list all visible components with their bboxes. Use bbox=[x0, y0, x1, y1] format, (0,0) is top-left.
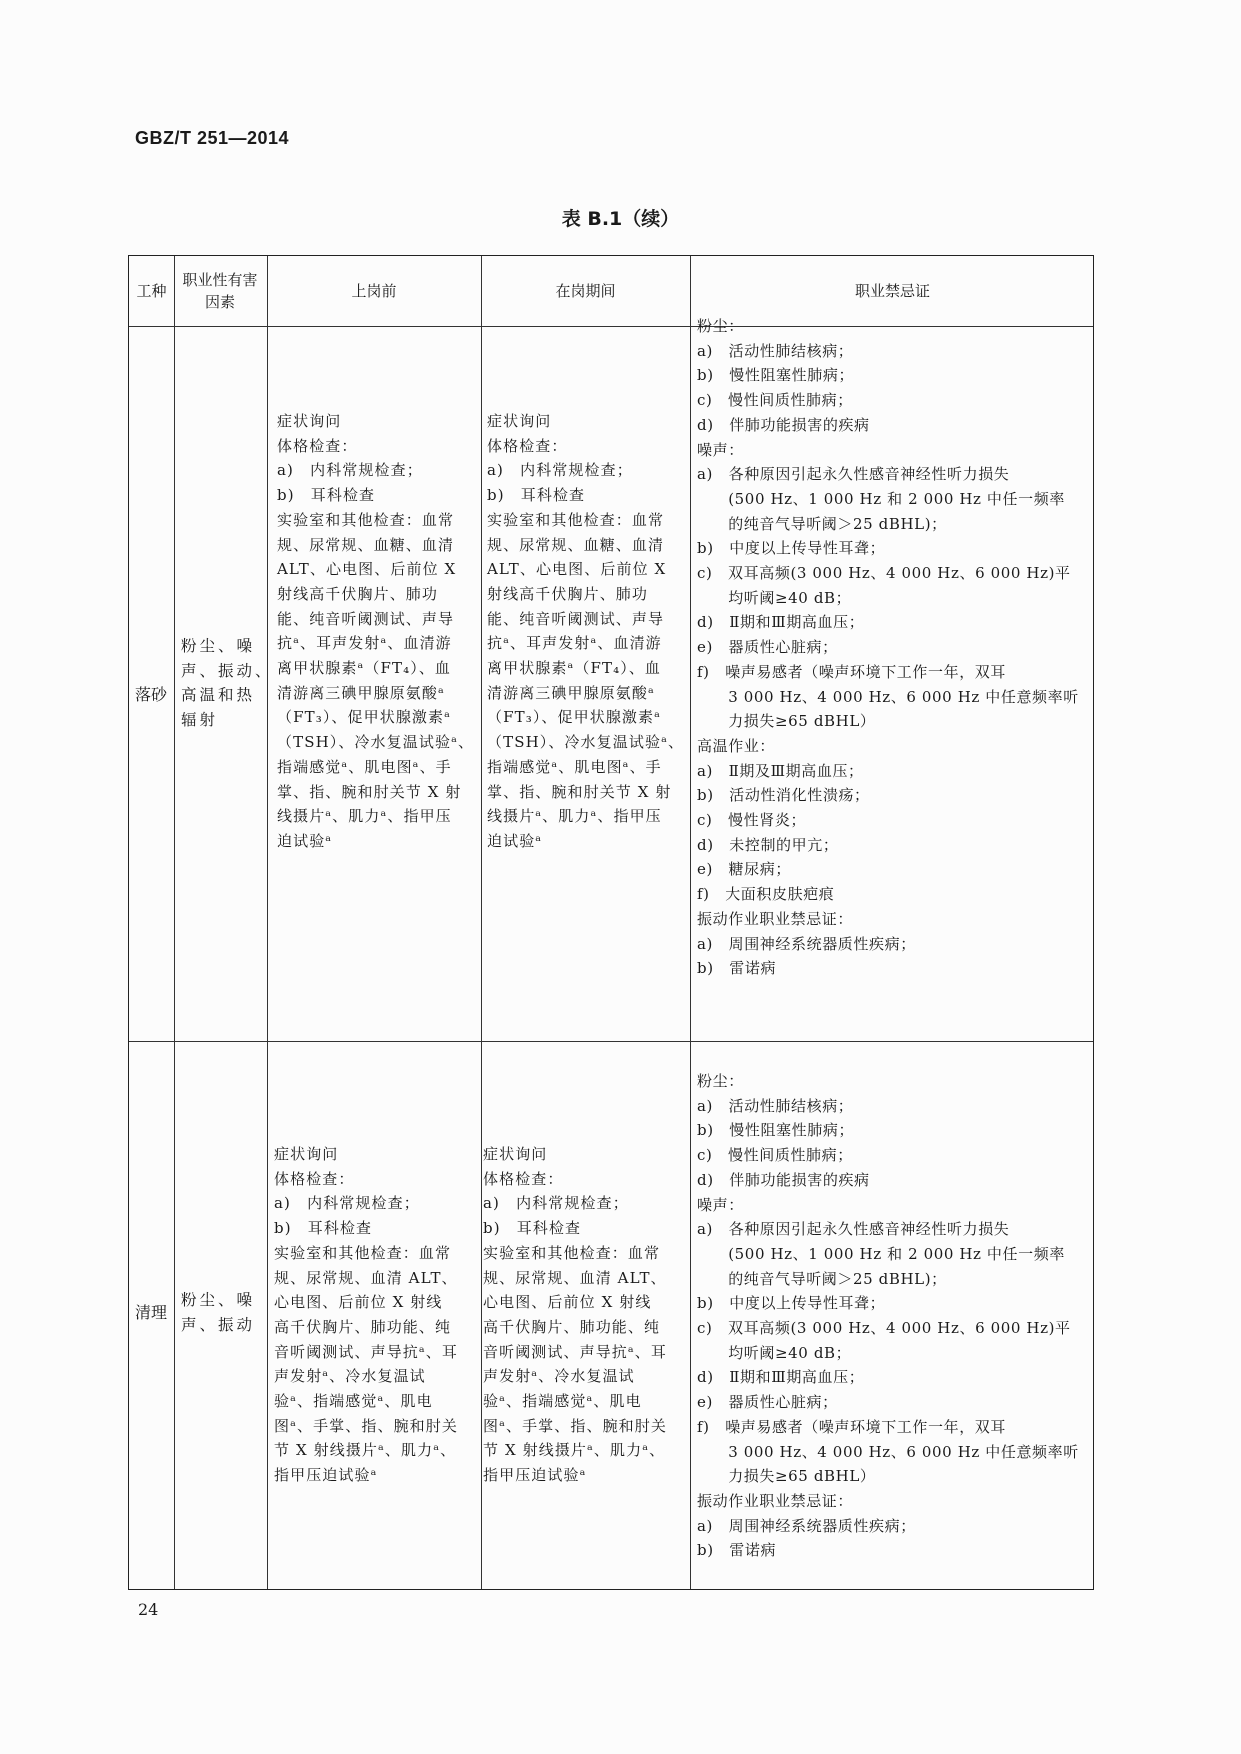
job-cell: 清理 bbox=[134, 1303, 167, 1322]
factor-cell: 粉尘、噪 声、振动 bbox=[181, 1291, 256, 1334]
pre-exam-cell: 症状询问 体格检查： a) 内科常规检查； b) 耳科检查 实验室和其他检查：血常 规、尿常规、血清 ALT、 心电图、后前位 X 射线 高千伏胸片、肺功能、纯 音听阈测试、声导抗ᵃ、耳 声发射ᵃ、冷水复温试 验ᵃ、指端感觉ᵃ、肌电 图ᵃ、手掌、指、腕和肘关 节 X 射线摄片ᵃ、肌力ᵃ、 指甲压迫试验ᵃ bbox=[274, 1145, 458, 1485]
grid-line bbox=[267, 256, 268, 1589]
job-cell: 落砂 bbox=[134, 685, 167, 704]
during-exam-cell: 症状询问 体格检查： a) 内科常规检查； b) 耳科检查 实验室和其他检查：血常 规、尿常规、血清 ALT、 心电图、后前位 X 射线 高千伏胸片、肺功能、纯 音听阈测试、声导抗ᵃ、耳 声发射ᵃ、冷水复温试 验ᵃ、指端感觉ᵃ、肌电 图ᵃ、手掌、指、腕和肘关 节 X 射线摄片ᵃ、肌力ᵃ、 指甲压迫试验ᵃ bbox=[483, 1145, 667, 1485]
col-header-job: 工种 bbox=[136, 282, 167, 300]
grid-line bbox=[174, 256, 175, 1589]
grid-line bbox=[690, 256, 691, 1589]
table-title: 表 B.1（续） bbox=[561, 208, 680, 230]
col-header-pre: 上岗前 bbox=[351, 282, 397, 300]
standard-code: GBZ/T 251—2014 bbox=[135, 128, 290, 148]
col-header-during: 在岗期间 bbox=[555, 282, 616, 300]
grid-line bbox=[129, 1041, 1093, 1042]
page-number: 24 bbox=[138, 1600, 159, 1619]
contraindication-table bbox=[128, 255, 1094, 1590]
factor-cell: 粉尘、噪 声、振动、 高温和热 辐射 bbox=[181, 637, 274, 729]
col-header-contra: 职业禁忌证 bbox=[854, 282, 930, 300]
pre-exam-cell: 症状询问 体格检查： a) 内科常规检查； b) 耳科检查 实验室和其他检查：血常 规、尿常规、血糖、血清 ALT、心电图、后前位 X 射线高千伏胸片、肺功 能、纯音听阈测试、声导 抗ᵃ、耳声发射ᵃ、血清游 离甲状腺素ᵃ（FT₄）、血 清游离三碘甲腺原氨酸ᵃ （FT₃）、促甲状腺激素ᵃ （TSH）、冷水复温试验ᵃ、 指端感觉ᵃ、肌电图ᵃ、手 掌、指、腕和肘关节 X 射 线摄片ᵃ、肌力ᵃ、指甲压 迫试验ᵃ bbox=[277, 412, 475, 850]
contraindication-cell: 粉尘： a) 活动性肺结核病； b) 慢性阻塞性肺病； c) 慢性间质性肺病； d) 伴肺功能损害的疾病 噪声： a) 各种原因引起永久性感音神经性听力损失 (500 Hz、1 000 Hz 和 2 000 Hz 中任一频率 的纯音气导听阈＞25 dBHL)； b) 中度以上传导性耳聋； c) 双耳高频(3 000 Hz、4 000 Hz、6 000 Hz)平 均听阈≥40 dB； d) Ⅱ期和Ⅲ期高血压； e) 器质性心脏病； f) 噪声易感者（噪声环境下工作一年，双耳 3 000 Hz、4 000 Hz、6 000 Hz 中任意频率听 力损失≥65 dBHL） 高温作业： a) Ⅱ期及Ⅲ期高血压； b) 活动性消化性溃疡； c) 慢性肾炎； d) 未控制的甲亢； e) 糖尿病； f) 大面积皮肤疤痕 振动作业职业禁忌证： a) 周围神经系统器质性疾病； b) 雷诺病 bbox=[697, 317, 1079, 978]
col-header-factor: 职业性有害因素 bbox=[182, 271, 258, 311]
grid-line bbox=[481, 256, 482, 1589]
during-exam-cell: 症状询问 体格检查： a) 内科常规检查； b) 耳科检查 实验室和其他检查：血常 规、尿常规、血糖、血清 ALT、心电图、后前位 X 射线高千伏胸片、肺功 能、纯音听阈测试、声导 抗ᵃ、耳声发射ᵃ、血清游 离甲状腺素ᵃ（FT₄）、血 清游离三碘甲腺原氨酸ᵃ （FT₃）、促甲状腺激素ᵃ （TSH）、冷水复温试验ᵃ、 指端感觉ᵃ、肌电图ᵃ、手 掌、指、腕和肘关节 X 射 线摄片ᵃ、肌力ᵃ、指甲压 迫试验ᵃ bbox=[487, 412, 685, 850]
contraindication-cell: 粉尘： a) 活动性肺结核病； b) 慢性阻塞性肺病； c) 慢性间质性肺病； d) 伴肺功能损害的疾病 噪声： a) 各种原因引起永久性感音神经性听力损失 (500 Hz、1 000 Hz 和 2 000 Hz 中任一频率 的纯音气导听阈＞25 dBHL)； b) 中度以上传导性耳聋； c) 双耳高频(3 000 Hz、4 000 Hz、6 000 Hz)平 均听阈≥40 dB； d) Ⅱ期和Ⅲ期高血压； e) 器质性心脏病； f) 噪声易感者（噪声环境下工作一年，双耳 3 000 Hz、4 000 Hz、6 000 Hz 中任意频率听 力损失≥65 dBHL） 振动作业职业禁忌证： a) 周围神经系统器质性疾病； b) 雷诺病 bbox=[697, 1072, 1079, 1560]
